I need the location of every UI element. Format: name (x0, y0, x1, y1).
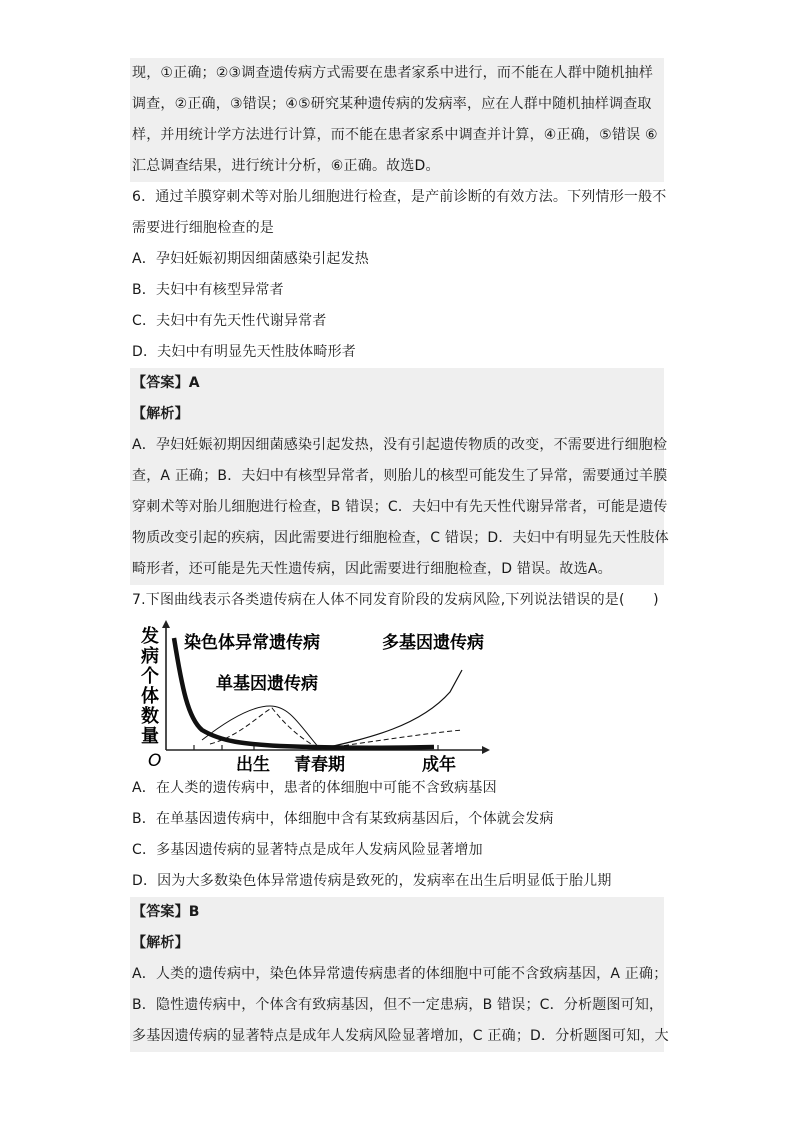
question-6 (130, 182, 669, 585)
analysis-line: 穿刺术等对胎儿细胞进行检查，B 错误；C．夫妇中有先天性代谢异常者，可能是遗传 (130, 492, 664, 523)
explanation-line: 样，并用统计学方法进行计算，而不能在患者家系中调查并计算，④正确，⑤错误 ⑥ (130, 120, 664, 151)
ylabel-char: 个 (141, 666, 159, 687)
option-c: C．夫妇中有先天性代谢异常者 (132, 313, 327, 329)
x-label-birth: 出生 (236, 755, 270, 773)
explanation-line: 汇总调查结果，进行统计分析，⑥正确。故选D。 (130, 151, 664, 182)
analysis-title: 【解析】 (130, 928, 664, 959)
risk-curve-svg (130, 618, 664, 773)
ylabel-char: 体 (141, 686, 159, 707)
disease-risk-figure (130, 618, 664, 773)
question-stem: 需要进行细胞检查的是 (132, 220, 274, 236)
ylabel-char: 量 (141, 726, 159, 747)
question-stem: 7.下图曲线表示各类遗传病在人体不同发育阶段的发病风险,下列说法错误的是( ) (132, 592, 659, 608)
analysis-line: 查，A 正确；B．夫妇中有核型异常者，则胎儿的核型可能发生了异常，需要通过羊膜 (130, 461, 664, 492)
option-d: D．夫妇中有明显先天性肢体畸形者 (132, 344, 356, 360)
explanation-line: 调查，②正确，③错误；④⑤研究某种遗传病的发病率，应在人群中随机抽样调查取 (130, 89, 664, 120)
analysis-title: 【解析】 (130, 399, 664, 430)
ylabel-char: 病 (141, 646, 159, 667)
analysis-line: A．人类的遗传病中，染色体异常遗传病患者的体细胞中可能不含致病基因，A 正确； (130, 959, 664, 990)
option-a: A．在人类的遗传病中，患者的体细胞中可能不含致病基因 (132, 780, 497, 796)
option-c: C．多基因遗传病的显著特点是成年人发病风险显著增加 (132, 842, 483, 858)
x-label-adult: 成年 (422, 755, 456, 773)
option-b: B．夫妇中有核型异常者 (132, 282, 284, 298)
document-page (130, 58, 669, 1052)
y-axis-arrow (162, 620, 170, 628)
previous-explanation (130, 58, 664, 182)
analysis-line: 畸形者，还可能是先天性遗传病，因此需要进行细胞检查，D 错误。故选A。 (130, 554, 664, 585)
option-d: D．因为大多数染色体异常遗传病是致死的，发病率在出生后明显低于胎儿期 (132, 873, 612, 889)
explanation-line: 现，①正确；②③调查遗传病方式需要在患者家系中进行，而不能在人群中随机抽样 (130, 58, 664, 89)
answer-label: 【答案】A (130, 368, 664, 399)
label-chromosome: 染色体异常遗传病 (184, 633, 320, 653)
x-label-puberty: 青春期 (294, 755, 345, 773)
option-a: A．孕妇妊娠初期因细菌感染引起发热 (132, 251, 369, 267)
question-stem: 6．通过羊膜穿刺术等对胎儿细胞进行检查，是产前诊断的有效方法。下列情形一般不 (132, 189, 667, 205)
analysis-line: 多基因遗传病的显著特点是成年人发病风险显著增加，C 正确；D．分析题图可知，大 (130, 1021, 664, 1052)
ylabel-char: 数 (141, 706, 159, 727)
analysis-line: 物质改变引起的疾病，因此需要进行细胞检查，C 错误；D．夫妇中有明显先天性肢体 (130, 523, 664, 554)
question-7 (130, 585, 669, 1052)
analysis-line: B．隐性遗传病中，个体含有致病基因，但不一定患病，B 错误；C．分析题图可知， (130, 990, 664, 1021)
analysis-line: A．孕妇妊娠初期因细菌感染引起发热，没有引起遗传物质的改变，不需要进行细胞检 (130, 430, 664, 461)
answer-label: 【答案】B (130, 897, 664, 928)
x-axis-arrow (482, 746, 490, 754)
label-monogenic: 单基因遗传病 (216, 674, 318, 694)
origin-label: O (148, 751, 162, 771)
ylabel-char: 发 (141, 626, 159, 647)
label-polygenic: 多基因遗传病 (382, 633, 484, 653)
option-b: B．在单基因遗传病中，体细胞中含有某致病基因后，个体就会发病 (132, 811, 554, 827)
